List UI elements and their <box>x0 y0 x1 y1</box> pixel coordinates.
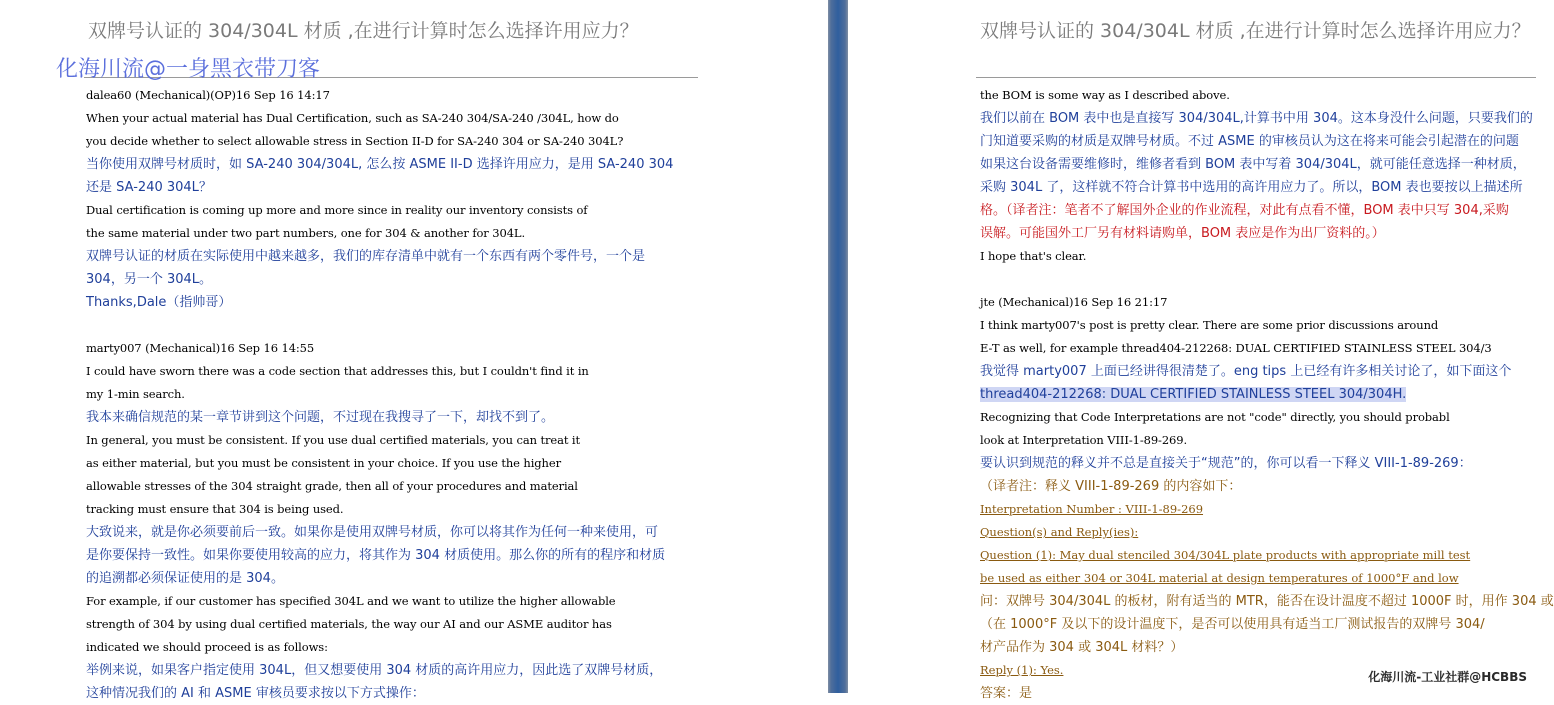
text-line: 我觉得 marty007 上面已经讲得很清楚了。eng tips 上已经有许多相关讨论了，如下面这个 <box>980 364 1512 379</box>
text-line: In general, you must be consistent. If you use dual certified materials, you can treat it <box>86 433 581 447</box>
header-rule <box>976 77 1536 78</box>
text-line: dalea60 (Mechanical)(OP)16 Sep 16 14:17 <box>86 88 330 102</box>
text-line: Question(s) and Reply(ies): <box>980 525 1139 539</box>
text-line: 门知道要采购的材质是双牌号材质。不过 ASME 的审核员认为这在将来可能会引起潜在的问题 <box>980 134 1519 149</box>
left-page-body <box>86 84 700 705</box>
text-line: marty007 (Mechanical)16 Sep 16 14:55 <box>86 341 315 355</box>
text-line: 当你使用双牌号材质时，如 SA-240 304/304L, 怎么按 ASME II-D 选择许用应力，是用 SA-240 304 <box>86 157 674 172</box>
text-line: 我们以前在 BOM 表中也是直接写 304/304L,计算书中用 304。这本身没什么问题，只要我们的 <box>980 111 1533 126</box>
text-line: allowable stresses of the 304 straight grade, then all of your procedures and material <box>86 479 578 493</box>
text-line: 如果这台设备需要维修时，维修者看到 BOM 表中写着 304/304L，就可能任意选择一种材质， <box>980 157 1526 172</box>
highlighted-thread-link[interactable]: thread404-212268: DUAL CERTIFIED STAINLESS STEEL 304/304H. <box>980 387 1407 402</box>
blank-line <box>980 268 1540 291</box>
text-line: 304，另一个 304L。 <box>86 272 213 287</box>
text-line: （译者注：释义 VIII-1-89-269 的内容如下： <box>980 479 1242 494</box>
text-line: 的追溯都必须保证使用的是 304。 <box>86 571 284 586</box>
text-line: indicated we should proceed is as follows: <box>86 640 328 654</box>
text-line: 这种情况我们的 AI 和 ASME 审核员要求按以下方式操作： <box>86 686 425 701</box>
text-line: Question (1): May dual stenciled 304/304L plate products with appropriate mill test <box>980 548 1471 562</box>
text-line: jte (Mechanical)16 Sep 16 21:17 <box>980 295 1168 309</box>
text-line: be used as either 304 or 304L material at design temperatures of 1000°F and low <box>980 571 1459 585</box>
text-line: For example, if our customer has specified 304L and we want to utilize the higher allowable <box>86 594 616 608</box>
text-line: Interpretation Number : VIII-1-89-269 <box>980 502 1204 516</box>
text-line: I think marty007's post is pretty clear. There are some prior discussions around <box>980 318 1439 332</box>
text-line: 大致说来，就是你必须要前后一致。如果你是使用双牌号材质，你可以将其作为任何一种来使用，可 <box>86 525 659 540</box>
text-line: 双牌号认证的材质在实际使用中越来越多，我们的库存清单中就有一个东西有两个零件号，一个是 <box>86 249 646 264</box>
text-line: 举例来说，如果客户指定使用 304L，但又想要使用 304 材质的高许用应力，因此选了双牌号材质， <box>86 663 663 678</box>
right-page-body <box>980 84 1554 705</box>
text-line: 格。（译者注：笔者不了解国外企业的作业流程，对此有点看不懂，BOM 表中只写 304,采购 <box>980 203 1509 218</box>
text-line: E-T as well, for example thread404-212268: DUAL CERTIFIED STAINLESS STEEL 304/3 <box>980 341 1492 355</box>
text-line: look at Interpretation VIII-1-89-269. <box>980 433 1188 447</box>
text-line: you decide whether to select allowable stress in Section II-D for SA-240 304 or SA-240 304L? <box>86 134 624 148</box>
text-line: my 1-min search. <box>86 387 185 401</box>
text-line: Thanks,Dale（指帅哥） <box>86 295 232 310</box>
text-line: 要认识到规范的释义并不总是直接关于“规范”的，你可以看一下释义 VIII-1-89-269： <box>980 456 1472 471</box>
watermark-text: 化海川流@一身黑衣带刀客 <box>56 57 321 82</box>
page-header-title: 双牌号认证的 304/304L 材质 ,在进行计算时怎么选择许用应力？ <box>980 20 1531 42</box>
text-line: Recognizing that Code Interpretations are not "code" directly, you should probabl <box>980 410 1450 424</box>
text-line: 材产品作为 304 或 304L 材料？） <box>980 640 1184 655</box>
text-line: 还是 SA-240 304L？ <box>86 180 212 195</box>
page-divider <box>828 0 848 693</box>
text-line: 问：双牌号 304/304L 的板材，附有适当的 MTR，能否在设计温度不超过 1000F 时，用作 304 或 <box>980 594 1554 609</box>
right-document-page <box>848 0 1554 701</box>
text-line: as either material, but you must be consistent in your choice. If you use the higher <box>86 456 561 470</box>
text-line: Dual certification is coming up more and more since in reality our inventory consists of <box>86 203 588 217</box>
text-line: I hope that's clear. <box>980 249 1087 263</box>
text-line: the BOM is some way as I described above. <box>980 88 1230 102</box>
text-line: When your actual material has Dual Certification, such as SA-240 304/SA-240 /304L, how do <box>86 111 619 125</box>
text-line: 是你要保持一致性。如果你要使用较高的应力，将其作为 304 材质使用。那么你的所有的程序和材质 <box>86 548 666 563</box>
text-line: 我本来确信规范的某一章节讲到这个问题，不过现在我搜寻了一下，却找不到了。 <box>86 410 555 425</box>
text-line: 误解。可能国外工厂另有材料请购单，BOM 表应是作为出厂资料的。） <box>980 226 1385 241</box>
text-line: strength of 304 by using dual certified materials, the way our AI and our ASME auditor has <box>86 617 612 631</box>
footer-watermark: 化海川流-工业社群@HCBBS <box>1368 670 1527 684</box>
text-line <box>980 383 1540 406</box>
text-line: 采购 304L 了，这样就不符合计算书中选用的高许用应力了。所以，BOM 表也要按以上描述所 <box>980 180 1523 195</box>
text-line: Reply (1): Yes. <box>980 663 1064 677</box>
text-line: the same material under two part numbers, one for 304 & another for 304L. <box>86 226 525 240</box>
blank-line <box>86 314 700 337</box>
text-line: tracking must ensure that 304 is being used. <box>86 502 344 516</box>
text-line: I could have sworn there was a code section that addresses this, but I couldn't find it in <box>86 364 589 378</box>
text-line: 答案：是 <box>980 686 1033 701</box>
text-line: （在 1000°F 及以下的设计温度下，是否可以使用具有适当工厂测试报告的双牌号 304/ <box>980 617 1485 632</box>
page-header-title: 双牌号认证的 304/304L 材质 ,在进行计算时怎么选择许用应力？ <box>88 20 639 42</box>
